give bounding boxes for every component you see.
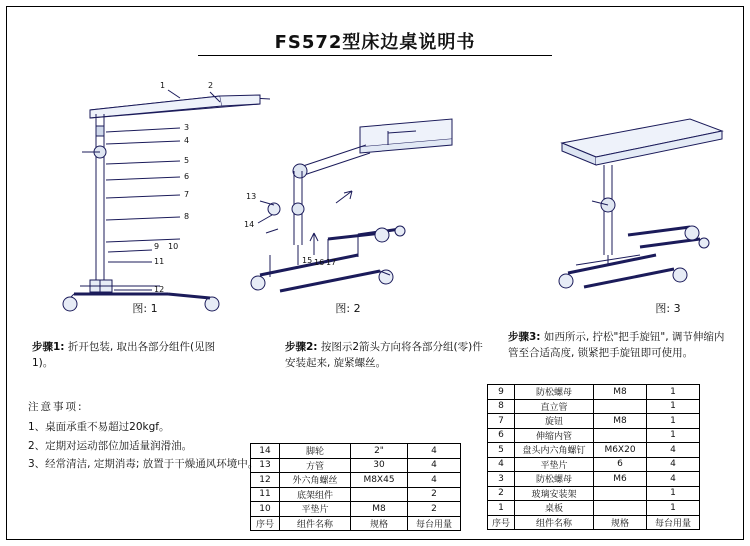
table-row bbox=[488, 457, 700, 472]
cell-spec: M6X20 bbox=[594, 443, 647, 458]
svg-text:17: 17 bbox=[326, 258, 337, 267]
cell-no: 7 bbox=[488, 414, 515, 429]
svg-text:12: 12 bbox=[154, 285, 165, 294]
figure-1 bbox=[60, 80, 270, 315]
table-row bbox=[251, 444, 461, 459]
cell-name: 旋钮 bbox=[515, 414, 594, 429]
cell-no: 1 bbox=[488, 501, 515, 516]
svg-text:11: 11 bbox=[154, 257, 165, 266]
header-name: 组件名称 bbox=[280, 516, 351, 531]
table-row bbox=[251, 487, 461, 502]
cell-spec: 6 bbox=[594, 457, 647, 472]
cell-name: 伸缩内管 bbox=[515, 428, 594, 443]
step-1-text: 折开包装, 取出各部分组件(见图1)。 bbox=[32, 341, 216, 369]
svg-text:15: 15 bbox=[302, 256, 313, 265]
step-3-label: 步骤3: bbox=[508, 331, 541, 343]
step-2-text: 按图示2箭头方向将各部分组(零)件安装起来, 旋紧螺丝。 bbox=[285, 341, 483, 369]
cell-name: 平垫片 bbox=[515, 457, 594, 472]
table-header-row bbox=[251, 516, 461, 531]
cell-spec: 2" bbox=[351, 444, 408, 459]
table-row bbox=[488, 385, 700, 400]
header-no: 序号 bbox=[488, 515, 515, 530]
cell-spec bbox=[351, 487, 408, 502]
cell-spec bbox=[594, 501, 647, 516]
svg-text:2: 2 bbox=[208, 81, 214, 90]
title-underline bbox=[198, 55, 552, 56]
cell-qty: 1 bbox=[647, 385, 700, 400]
header-no: 序号 bbox=[251, 516, 280, 531]
cell-spec: M8 bbox=[351, 502, 408, 517]
page-title: FS572型床边桌说明书 bbox=[274, 32, 476, 53]
svg-text:5: 5 bbox=[184, 156, 190, 165]
table-row bbox=[488, 443, 700, 458]
note-item: 1、桌面承重不易超过20kgf。 bbox=[28, 421, 170, 434]
cell-name: 防松螺母 bbox=[515, 385, 594, 400]
svg-text:3: 3 bbox=[184, 123, 190, 132]
step-2 bbox=[285, 340, 485, 372]
svg-text:4: 4 bbox=[184, 136, 190, 145]
svg-text:1: 1 bbox=[160, 81, 166, 90]
cell-name: 方管 bbox=[280, 458, 351, 473]
cell-name: 直立管 bbox=[515, 399, 594, 414]
cell-spec: M6 bbox=[594, 472, 647, 487]
cell-name: 盘头内六角螺钉 bbox=[515, 443, 594, 458]
step-1 bbox=[32, 340, 232, 372]
table-row bbox=[488, 486, 700, 501]
cell-spec bbox=[594, 428, 647, 443]
step-1-label: 步骤1: bbox=[32, 341, 65, 353]
table-row bbox=[488, 399, 700, 414]
cell-qty: 1 bbox=[647, 399, 700, 414]
cell-name: 桌板 bbox=[515, 501, 594, 516]
cell-qty: 1 bbox=[647, 486, 700, 501]
table-header-row bbox=[488, 515, 700, 530]
svg-text:10: 10 bbox=[168, 242, 179, 251]
svg-text:8: 8 bbox=[184, 212, 190, 221]
table-row bbox=[488, 428, 700, 443]
cell-spec bbox=[594, 399, 647, 414]
svg-text:14: 14 bbox=[244, 220, 255, 229]
figure-2 bbox=[240, 105, 455, 310]
step-2-label: 步骤2: bbox=[285, 341, 318, 353]
svg-text:6: 6 bbox=[184, 172, 190, 181]
step-3-text: 如西所示, 拧松"把手旋钮", 调节伸缩内管至合适高度, 锁紧把手旋钮即可使用。 bbox=[508, 331, 725, 359]
figure-2-caption: 图: 2 bbox=[335, 302, 361, 315]
cell-no: 6 bbox=[488, 428, 515, 443]
cell-spec: 30 bbox=[351, 458, 408, 473]
cell-no: 8 bbox=[488, 399, 515, 414]
cell-no: 3 bbox=[488, 472, 515, 487]
step-3 bbox=[508, 330, 730, 362]
table-row bbox=[251, 502, 461, 517]
cell-name: 外六角螺丝 bbox=[280, 473, 351, 488]
cell-qty: 4 bbox=[647, 443, 700, 458]
bom-table-right bbox=[487, 384, 700, 530]
cell-no: 14 bbox=[251, 444, 280, 459]
cell-qty: 1 bbox=[647, 414, 700, 429]
cell-qty: 1 bbox=[647, 428, 700, 443]
figure-3-caption: 图: 3 bbox=[655, 302, 681, 315]
figure-3 bbox=[540, 105, 730, 300]
cell-name: 底架组件 bbox=[280, 487, 351, 502]
svg-text:13: 13 bbox=[246, 192, 257, 201]
table-row bbox=[488, 501, 700, 516]
cell-spec: M8 bbox=[594, 385, 647, 400]
cell-name: 玻璃安装架 bbox=[515, 486, 594, 501]
svg-text:7: 7 bbox=[184, 190, 190, 199]
cell-no: 4 bbox=[488, 457, 515, 472]
svg-text:16: 16 bbox=[314, 258, 325, 267]
cell-qty: 1 bbox=[647, 501, 700, 516]
bom-table-left bbox=[250, 443, 461, 531]
cell-no: 2 bbox=[488, 486, 515, 501]
cell-qty: 4 bbox=[408, 473, 461, 488]
cell-qty: 4 bbox=[647, 457, 700, 472]
header-qty: 每台用量 bbox=[408, 516, 461, 531]
header-qty: 每台用量 bbox=[647, 515, 700, 530]
cell-no: 13 bbox=[251, 458, 280, 473]
cell-qty: 4 bbox=[408, 458, 461, 473]
cell-qty: 4 bbox=[408, 444, 461, 459]
cell-no: 5 bbox=[488, 443, 515, 458]
header-spec: 规格 bbox=[594, 515, 647, 530]
note-item: 2、定期对运动部位加适量润滑油。 bbox=[28, 439, 193, 452]
table-row bbox=[251, 458, 461, 473]
cell-spec bbox=[594, 486, 647, 501]
cell-name: 脚轮 bbox=[280, 444, 351, 459]
notes-title: 注意事项: bbox=[28, 401, 84, 413]
cell-qty: 4 bbox=[647, 472, 700, 487]
note-item: 3、经常清洁, 定期消毒; 放置于干燥通风环境中。 bbox=[28, 458, 259, 471]
header-name: 组件名称 bbox=[515, 515, 594, 530]
svg-text:9: 9 bbox=[154, 242, 160, 251]
table-row bbox=[251, 473, 461, 488]
cell-name: 防松螺母 bbox=[515, 472, 594, 487]
cell-no: 10 bbox=[251, 502, 280, 517]
cell-spec: M8 bbox=[594, 414, 647, 429]
figure-1-caption: 图: 1 bbox=[132, 302, 158, 315]
table-row bbox=[488, 414, 700, 429]
cell-qty: 2 bbox=[408, 502, 461, 517]
cell-no: 11 bbox=[251, 487, 280, 502]
cell-no: 12 bbox=[251, 473, 280, 488]
cell-no: 9 bbox=[488, 385, 515, 400]
table-row bbox=[488, 472, 700, 487]
cell-name: 平垫片 bbox=[280, 502, 351, 517]
cell-spec: M8X45 bbox=[351, 473, 408, 488]
cell-qty: 2 bbox=[408, 487, 461, 502]
header-spec: 规格 bbox=[351, 516, 408, 531]
